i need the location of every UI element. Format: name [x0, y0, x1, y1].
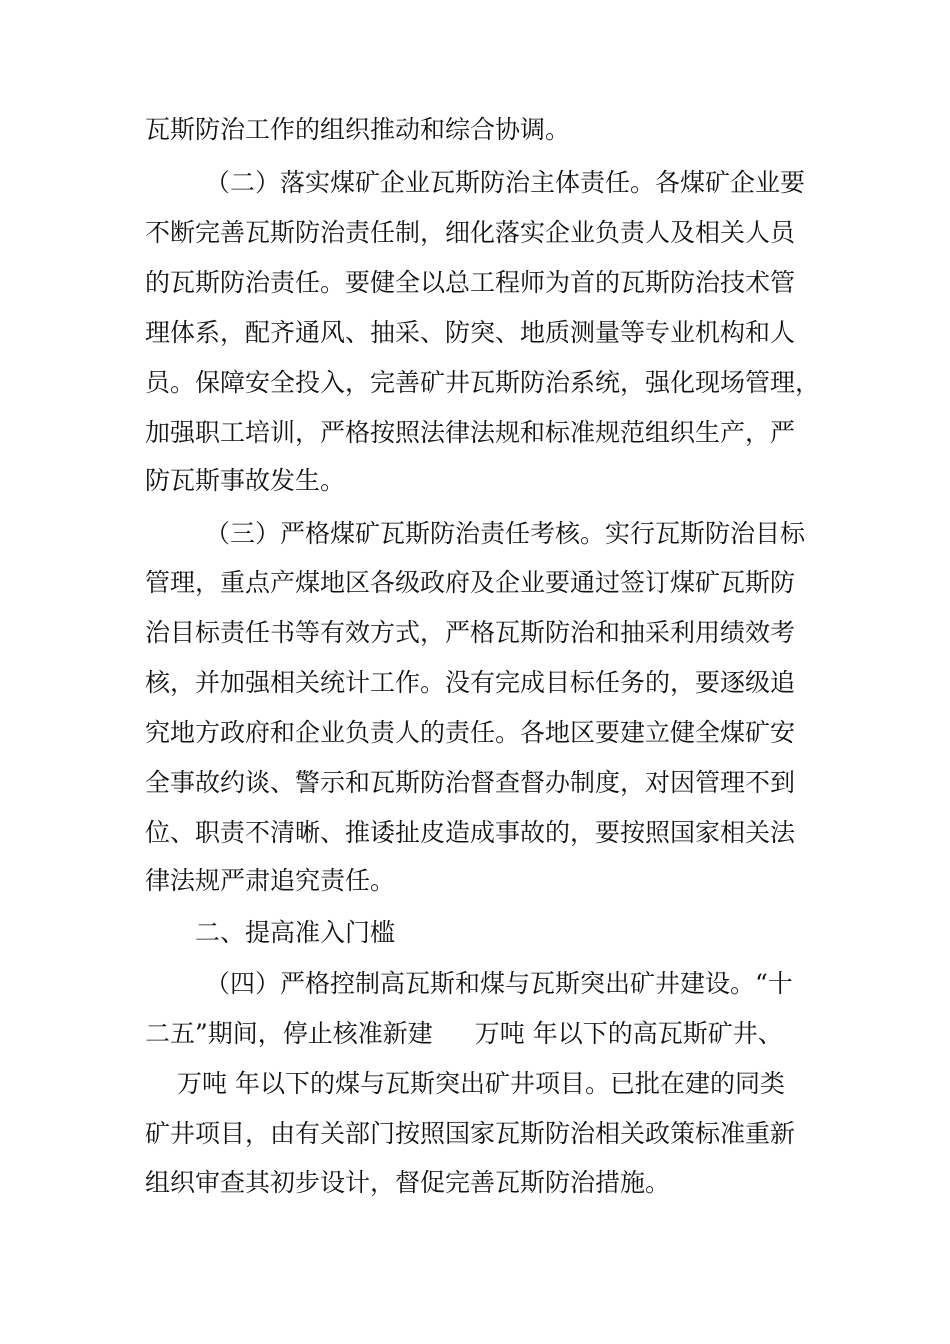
section-heading: 二、提高准入门槛	[195, 918, 396, 947]
paragraph-line	[145, 1017, 783, 1051]
line-segment: 年以下的高瓦斯矿井、	[532, 1019, 783, 1048]
paragraph-line: 管理，重点产煤地区各级政府及企业要通过签订煤矿瓦斯防	[145, 568, 796, 597]
paragraph-line: 治目标责任书等有效方式，严格瓦斯防治和抽采利用绩效考	[145, 618, 796, 647]
paragraph-line: 究地方政府和企业负责人的责任。各地区要建立健全煤矿安	[145, 718, 796, 747]
paragraph-line	[145, 1067, 785, 1101]
paragraph-line: 位、职责不清晰、推诿扯皮造成事故的，要按照国家相关法	[145, 818, 796, 847]
line-segment: 万吨	[177, 1069, 228, 1098]
paragraph-line: （四）严格控制高瓦斯和煤与瓦斯突出矿井建设。“十	[205, 969, 793, 998]
paragraph-line: 组织审查其初步设计，督促完善瓦斯防治措施。	[145, 1168, 671, 1197]
paragraph-line: 加强职工培训，严格按照法律法规和标准规范组织生产，严	[145, 418, 796, 447]
paragraph-line: （三）严格煤矿瓦斯防治责任考核。实行瓦斯防治目标	[205, 519, 806, 548]
paragraph-line: 不断完善瓦斯防治责任制，细化落实企业负责人及相关人员	[145, 218, 796, 247]
line-segment: 年以下的煤与瓦斯突出矿井项目。已批在建的同类	[234, 1069, 785, 1098]
paragraph-line: 律法规严肃追究责任。	[145, 866, 396, 895]
line-segment: 万吨	[474, 1019, 525, 1048]
paragraph-line: 核，并加强相关统计工作。没有完成目标任务的，要逐级追	[145, 668, 796, 697]
paragraph-line: 的瓦斯防治责任。要健全以总工程师为首的瓦斯防治技术管	[145, 268, 796, 297]
paragraph-line: 全事故约谈、警示和瓦斯防治督查督办制度，对因管理不到	[145, 768, 796, 797]
paragraph-line: 理体系，配齐通风、抽采、防突、地质测量等专业机构和人	[145, 318, 796, 347]
paragraph-line: （二）落实煤矿企业瓦斯防治主体责任。各煤矿企业要	[205, 168, 806, 197]
paragraph-line: 防瓦斯事故发生。	[145, 466, 346, 495]
paragraph-line: 瓦斯防治工作的组织推动和综合协调。	[145, 115, 571, 144]
paragraph-line: 员。保障安全投入，完善矿井瓦斯防治系统，强化现场管理，	[145, 368, 821, 397]
paragraph-line: 矿井项目，由有关部门按照国家瓦斯防治相关政策标准重新	[145, 1119, 796, 1148]
line-segment: 二五”期间，停止核准新建	[145, 1019, 433, 1048]
